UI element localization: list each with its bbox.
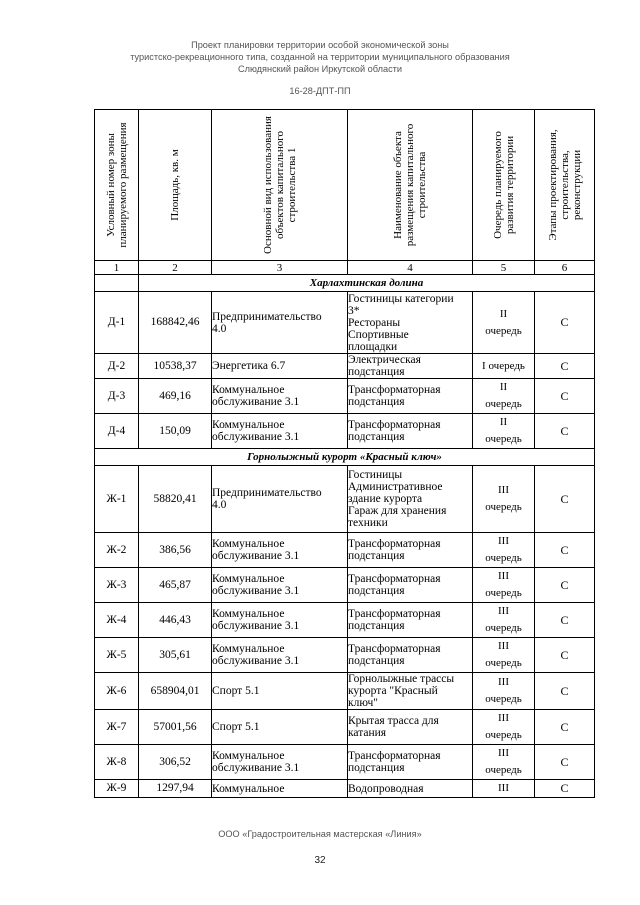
- use-line: обслуживание 3.1: [212, 762, 300, 774]
- column-header-label: Очередь планируемого развития территории: [491, 131, 516, 239]
- page-number: 32: [314, 855, 326, 866]
- use-cell: [212, 414, 348, 449]
- use-line: обслуживание 3.1: [212, 550, 300, 562]
- object-line: Административное: [348, 481, 443, 493]
- use-cell: [212, 292, 348, 354]
- object-cell: [348, 745, 473, 780]
- queue-line: очередь: [485, 693, 522, 705]
- object-line: Трансформаторная: [348, 538, 441, 550]
- zone-cell: Д-4: [95, 414, 139, 449]
- zone-cell: Ж-2: [95, 533, 139, 568]
- area-cell: 465,87: [139, 568, 212, 603]
- use-cell: [212, 568, 348, 603]
- area-cell: 469,16: [139, 379, 212, 414]
- area-cell: 658904,01: [139, 673, 212, 710]
- use-line: Коммунальное: [212, 384, 285, 396]
- column-header-label: Основной вид использования объектов капитального строительства 1: [261, 116, 298, 254]
- queue-line: очередь: [485, 729, 522, 741]
- column-header-label: Условный номер зоны планируемого размещения: [104, 122, 129, 248]
- use-line: Энергетика 6.7: [212, 360, 286, 372]
- stage-cell: С: [535, 568, 595, 603]
- object-line: подстанция: [348, 762, 405, 774]
- queue-line: III: [498, 570, 509, 582]
- object-cell: [348, 354, 473, 379]
- zone-cell: Ж-7: [95, 710, 139, 745]
- stage-cell: С: [535, 379, 595, 414]
- table-row: [95, 673, 595, 710]
- column-number: 2: [139, 261, 212, 275]
- column-number-row: [95, 261, 595, 275]
- use-cell: [212, 638, 348, 673]
- use-line: обслуживание 3.1: [212, 585, 300, 597]
- queue-line: очередь: [485, 501, 522, 513]
- stage-cell: С: [535, 745, 595, 780]
- column-number: 4: [348, 261, 473, 275]
- object-line: Спортивные: [348, 328, 409, 341]
- use-line: Коммунальное: [212, 750, 285, 762]
- queue-cell: [473, 533, 535, 568]
- stage-cell: С: [535, 710, 595, 745]
- use-line: Спорт 5.1: [212, 721, 260, 733]
- object-cell: [348, 603, 473, 638]
- queue-line: III: [498, 676, 509, 688]
- queue-cell: [473, 568, 535, 603]
- queue-line: очередь: [485, 587, 522, 599]
- table-row: [95, 780, 595, 798]
- zone-cell: Ж-9: [95, 780, 139, 798]
- table-row: [95, 710, 595, 745]
- table-row: [95, 568, 595, 603]
- column-header-label: Площадь, кв. м: [169, 149, 181, 221]
- zone-cell: Ж-4: [95, 603, 139, 638]
- header-line-1: Проект планировки территории особой экономической зоны: [191, 40, 449, 50]
- queue-line: III: [498, 747, 509, 759]
- object-line: Водопроводная: [348, 782, 424, 795]
- object-cell: [348, 414, 473, 449]
- zone-cell: Ж-1: [95, 466, 139, 533]
- object-line: Трансформаторная: [348, 643, 441, 655]
- zone-cell: Д-3: [95, 379, 139, 414]
- zone-cell: Ж-6: [95, 673, 139, 710]
- queue-line: очередь: [485, 324, 522, 337]
- use-line: Коммунальное: [212, 782, 285, 795]
- object-line: Рестораны: [348, 316, 401, 329]
- queue-line: очередь: [485, 552, 522, 564]
- area-cell: 1297,94: [139, 780, 212, 798]
- use-cell: [212, 379, 348, 414]
- use-line: Коммунальное: [212, 643, 285, 655]
- zone-cell: Д-1: [95, 292, 139, 354]
- queue-cell: [473, 379, 535, 414]
- object-line: техники: [348, 517, 388, 529]
- document-number: 16-28-ДПТ-ПП: [289, 86, 351, 96]
- use-line: Коммунальное: [212, 573, 285, 585]
- object-line: Трансформаторная: [348, 608, 441, 620]
- section-row: [95, 275, 595, 292]
- zones-table: [94, 109, 595, 798]
- queue-line: очередь: [485, 622, 522, 634]
- queue-line: III: [498, 484, 509, 496]
- object-line: Трансформаторная: [348, 750, 441, 762]
- use-cell: [212, 673, 348, 710]
- area-cell: 306,52: [139, 745, 212, 780]
- footer-company: ООО «Градостроительная мастерская «Линия»: [218, 829, 422, 839]
- table-row: [95, 466, 595, 533]
- object-line: подстанция: [348, 620, 405, 632]
- stage-cell: С: [535, 292, 595, 354]
- queue-line: II: [499, 416, 508, 428]
- use-line: обслуживание 3.1: [212, 431, 300, 443]
- object-line: ключ": [348, 697, 378, 709]
- object-line: Трансформаторная: [348, 384, 441, 396]
- use-cell: [212, 780, 348, 798]
- queue-line: III: [498, 712, 509, 724]
- table-row: [95, 379, 595, 414]
- use-cell: [212, 710, 348, 745]
- queue-line: очередь: [485, 657, 522, 669]
- table-row: [95, 745, 595, 780]
- table-row: [95, 414, 595, 449]
- object-cell: [348, 292, 473, 354]
- use-line: обслуживание 3.1: [212, 620, 300, 632]
- object-line: Гостиницы: [348, 469, 403, 481]
- object-cell: [348, 466, 473, 533]
- object-line: Гараж для хранения: [348, 505, 447, 517]
- object-line: Трансформаторная: [348, 419, 441, 431]
- object-line: здание курорта: [348, 493, 423, 505]
- queue-cell: [473, 638, 535, 673]
- queue-line: очередь: [485, 433, 522, 445]
- object-line: подстанция: [348, 366, 405, 378]
- area-cell: 57001,56: [139, 710, 212, 745]
- use-line: Коммунальное: [212, 538, 285, 550]
- table-row: [95, 292, 595, 354]
- queue-cell: [473, 466, 535, 533]
- object-line: Крытая трасса для: [348, 715, 439, 727]
- use-line: Коммунальное: [212, 608, 285, 620]
- use-line: 4.0: [212, 499, 227, 511]
- zone-cell: Д-2: [95, 354, 139, 379]
- column-header-object: [348, 110, 473, 261]
- use-line: Коммунальное: [212, 419, 285, 431]
- header-line-3: Слюдянский район Иркутской области: [237, 64, 403, 74]
- stage-cell: С: [535, 603, 595, 638]
- use-line: Предпринимательство: [212, 310, 322, 323]
- object-line: 3*: [348, 304, 360, 317]
- column-number: 5: [473, 261, 535, 275]
- queue-line: I очередь: [482, 359, 525, 372]
- zone-cell: Ж-3: [95, 568, 139, 603]
- column-header-area: [139, 110, 212, 261]
- stage-cell: С: [535, 414, 595, 449]
- section-title: Горнолыжный курорт «Красный ключ»: [95, 449, 595, 466]
- use-cell: [212, 354, 348, 379]
- queue-cell: [473, 354, 535, 379]
- object-cell: [348, 638, 473, 673]
- object-line: Трансформаторная: [348, 573, 441, 585]
- stage-cell: С: [535, 673, 595, 710]
- area-cell: 10538,37: [139, 354, 212, 379]
- object-line: подстанция: [348, 585, 405, 597]
- object-line: подстанция: [348, 655, 405, 667]
- object-cell: [348, 533, 473, 568]
- use-cell: [212, 533, 348, 568]
- table-row: [95, 638, 595, 673]
- section-row: [95, 449, 595, 466]
- column-header-queue: [473, 110, 535, 261]
- stage-cell: С: [535, 533, 595, 568]
- queue-line: III: [498, 605, 509, 617]
- use-line: обслуживание 3.1: [212, 396, 300, 408]
- area-cell: 150,09: [139, 414, 212, 449]
- area-cell: 305,61: [139, 638, 212, 673]
- use-cell: [212, 745, 348, 780]
- object-line: подстанция: [348, 550, 405, 562]
- section-title: Харлахтинская долина: [139, 275, 595, 292]
- queue-line: II: [499, 381, 508, 393]
- table-body: [95, 275, 595, 798]
- object-line: подстанция: [348, 431, 405, 443]
- area-cell: 58820,41: [139, 466, 212, 533]
- table-header-row: [95, 110, 595, 261]
- object-cell: [348, 780, 473, 798]
- column-number: 6: [535, 261, 595, 275]
- object-line: катания: [348, 727, 387, 739]
- zone-cell: Ж-8: [95, 745, 139, 780]
- column-header-label: Этапы проектирования, строительства, реконструкции: [546, 129, 583, 241]
- column-number: 1: [95, 261, 139, 275]
- object-cell: [348, 710, 473, 745]
- column-header-use: [212, 110, 348, 261]
- queue-line: очередь: [485, 398, 522, 410]
- area-cell: 386,56: [139, 533, 212, 568]
- object-cell: [348, 379, 473, 414]
- queue-line: III: [498, 640, 509, 652]
- use-cell: [212, 466, 348, 533]
- queue-cell: [473, 673, 535, 710]
- column-header-stage: [535, 110, 595, 261]
- column-header-label: Наименование объекта размещения капитального строительства: [392, 123, 428, 247]
- object-cell: [348, 673, 473, 710]
- section-blank-cell: [95, 275, 139, 292]
- object-line: подстанция: [348, 396, 405, 408]
- header-line-2: туристско-рекреационного типа, созданной на территории муниципального образования: [130, 52, 510, 62]
- column-number: 3: [212, 261, 348, 275]
- queue-cell: [473, 414, 535, 449]
- use-line: Предпринимательство: [212, 487, 322, 499]
- queue-cell: [473, 780, 535, 798]
- queue-line: очередь: [485, 764, 522, 776]
- use-cell: [212, 603, 348, 638]
- area-cell: 168842,46: [139, 292, 212, 354]
- use-line: 4.0: [212, 322, 227, 335]
- queue-line: III: [498, 782, 509, 794]
- stage-cell: С: [535, 354, 595, 379]
- queue-cell: [473, 603, 535, 638]
- queue-line: III: [498, 535, 509, 547]
- column-header-zone: [95, 110, 139, 261]
- stage-cell: С: [535, 638, 595, 673]
- object-line: курорта "Красный: [348, 685, 438, 697]
- queue-cell: [473, 710, 535, 745]
- table-row: [95, 533, 595, 568]
- zone-cell: Ж-5: [95, 638, 139, 673]
- queue-line: II: [499, 307, 508, 320]
- object-line: Горнолыжные трассы: [348, 673, 455, 685]
- object-line: Электрическая: [348, 354, 421, 366]
- use-line: обслуживание 3.1: [212, 655, 300, 667]
- queue-cell: [473, 292, 535, 354]
- queue-cell: [473, 745, 535, 780]
- stage-cell: С: [535, 466, 595, 533]
- stage-cell: С: [535, 780, 595, 798]
- object-line: площадки: [348, 340, 398, 353]
- object-cell: [348, 568, 473, 603]
- table-row: [95, 354, 595, 379]
- object-line: Гостиницы категории: [348, 292, 454, 305]
- table-row: [95, 603, 595, 638]
- use-line: Спорт 5.1: [212, 685, 260, 697]
- area-cell: 446,43: [139, 603, 212, 638]
